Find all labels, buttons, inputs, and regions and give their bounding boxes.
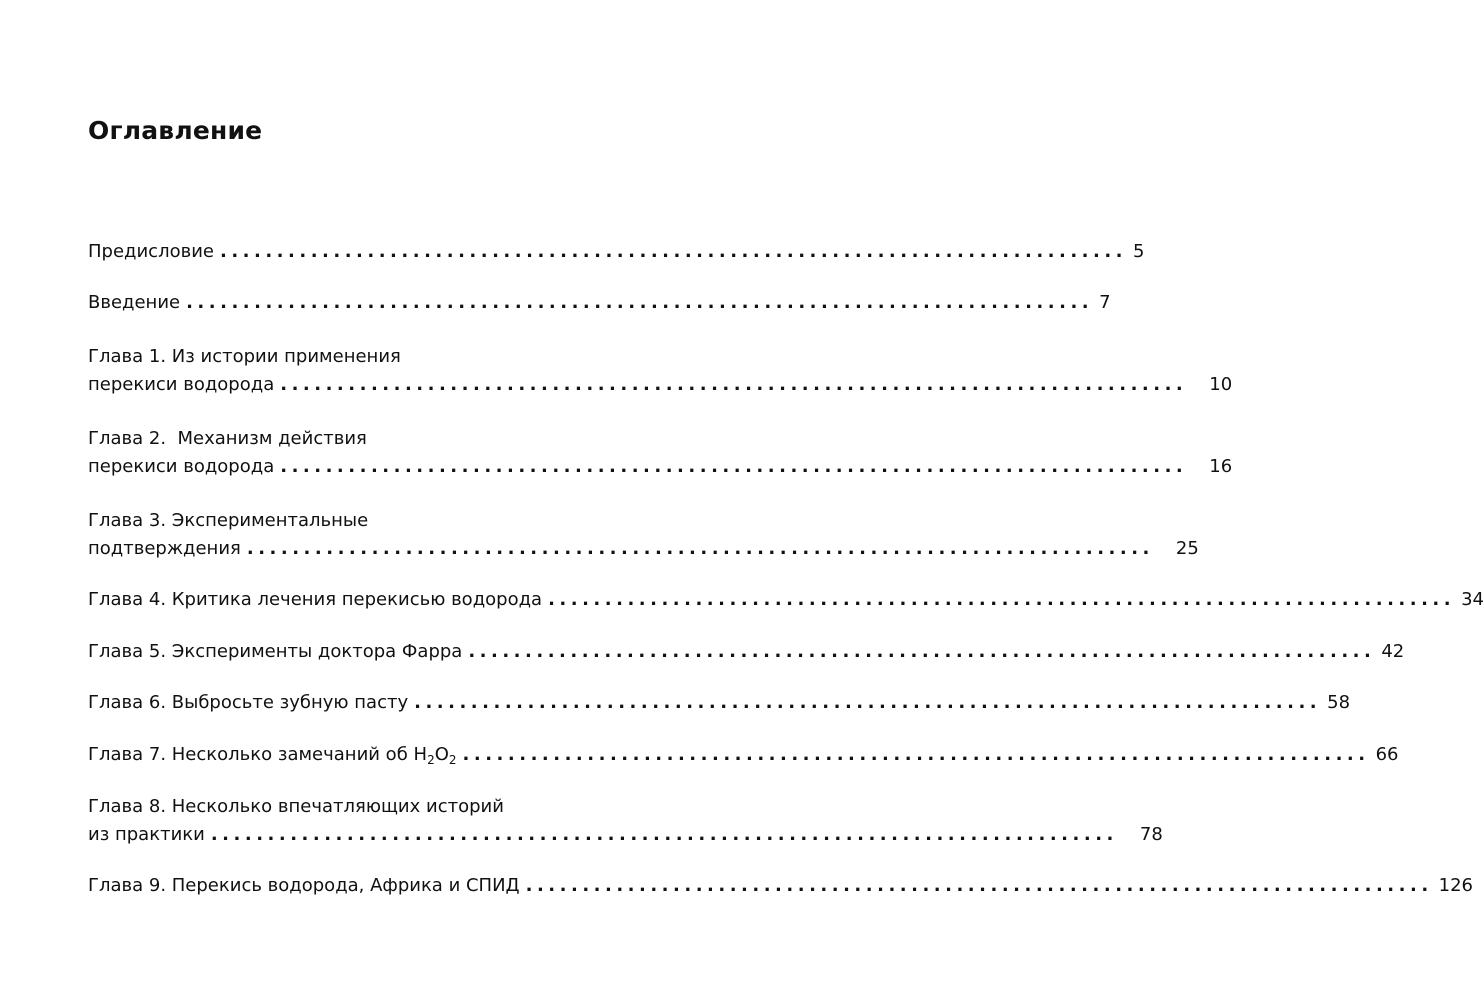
dot-leader: ................................................................................ (462, 744, 1370, 765)
toc-entry-chapter-9[interactable] (88, 872, 1474, 900)
toc-entry-chapter-8[interactable] (88, 793, 1163, 849)
toc-page-number: 7 (1099, 292, 1111, 313)
toc-entry-title: Глава 9. Перекись водорода, Африка и СПИД (88, 875, 520, 896)
toc-page-number: 34 (1461, 589, 1484, 610)
toc-page-number: 66 (1375, 744, 1399, 765)
formula-subscript: 2 (448, 753, 457, 767)
page-title: Оглавление (88, 116, 263, 145)
dot-leader: ................................................................................ (414, 692, 1322, 713)
toc-entry-title: Введение (88, 292, 181, 313)
dot-leader: ................................................................................ (246, 538, 1154, 559)
toc-entry-title: Предисловие (88, 241, 214, 262)
toc-page-number: 10 (1209, 374, 1233, 395)
toc-entry-title: Глава 6. Выбросьте зубную пасту (88, 692, 409, 713)
toc-entry-chapter-7[interactable] (88, 741, 1399, 769)
toc-entry-title: Глава 2. Механизм действия (88, 428, 367, 449)
toc-entry-title-continued: перекиси водорода (88, 374, 275, 395)
dot-leader: ................................................................................ (280, 374, 1188, 395)
dot-leader: ................................................................................ (280, 456, 1188, 477)
toc-entry-title: Глава 8. Несколько впечатляющих историй (88, 796, 504, 817)
toc-page-number: 42 (1381, 641, 1405, 662)
toc-entry-title-continued: подтверждения (88, 538, 241, 559)
toc-entry-introduction[interactable] (88, 289, 1111, 317)
toc-page-number: 5 (1133, 241, 1145, 262)
toc-entry-title-text: Глава 7. Несколько замечаний об (88, 744, 408, 765)
formula-subscript: 2 (427, 753, 435, 767)
formula-element-o: O (434, 744, 449, 765)
toc-page-number: 58 (1327, 692, 1351, 713)
toc-entry-chapter-2[interactable] (88, 425, 1233, 481)
dot-leader: ................................................................................ (468, 641, 1376, 662)
dot-leader: ................................................................................ (210, 824, 1118, 845)
toc-page-number: 78 (1139, 824, 1163, 845)
toc-page-number: 16 (1209, 456, 1233, 477)
dot-leader: ................................................................................ (219, 241, 1128, 262)
toc-entry-title: Глава 4. Критика лечения перекисью водорода (88, 589, 543, 610)
toc-entry-chapter-3[interactable] (88, 507, 1199, 563)
dot-leader: ................................................................................ (548, 589, 1456, 610)
toc-entry-title-continued: из практики (88, 824, 205, 845)
toc-entry-title (88, 741, 457, 769)
toc-entry-chapter-5[interactable] (88, 638, 1405, 666)
toc-page-number: 126 (1438, 875, 1474, 896)
toc-page-number: 25 (1175, 538, 1199, 559)
dot-leader: ................................................................................ (525, 875, 1433, 896)
toc-entry-chapter-4[interactable] (88, 586, 1484, 614)
toc-entry-chapter-1[interactable] (88, 343, 1233, 399)
chemical-formula (414, 744, 457, 765)
toc-entry-title: Глава 5. Эксперименты доктора Фарра (88, 641, 463, 662)
toc-entry-title: Глава 3. Экспериментальные (88, 510, 369, 531)
toc-entry-chapter-6[interactable] (88, 689, 1351, 717)
toc-entry-preface[interactable] (88, 238, 1145, 266)
formula-element-h: H (413, 744, 428, 765)
toc-entry-title: Глава 1. Из истории применения (88, 346, 401, 367)
dot-leader: ................................................................................ (186, 292, 1094, 313)
toc-entry-title-continued: перекиси водорода (88, 456, 275, 477)
